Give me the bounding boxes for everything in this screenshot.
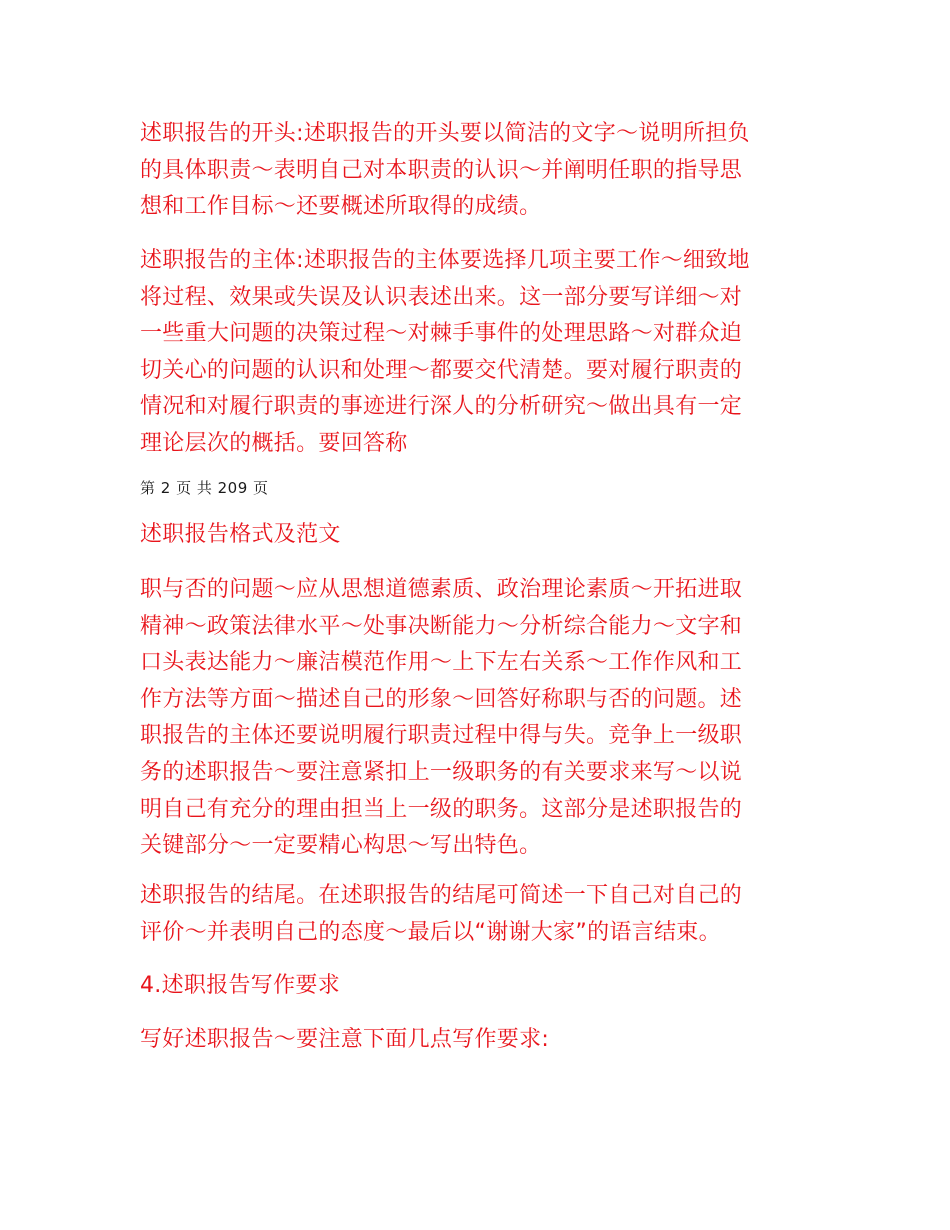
paragraph-opening: 述职报告的开头:述职报告的开头要以简洁的文字～说明所担负 的具体职责～表明自己对本职责的认识～并阐明任职的指导思 想和工作目标～还要概述所取得的成绩。 xyxy=(140,121,750,220)
paragraph-body: 述职报告的主体:述职报告的主体要选择几项主要工作～细致地 将过程、效果或失误及认识表述出来。这一部分要写详细～对 一些重大问题的决策过程～对棘手事件的处理思路～对群众迫 切关心的问题的认识和处理～都要交代清楚。要对履行职责的 情况和对履行职责的事迹进行深人的分析研究～做出具有一定 理论层次的概括。要回答称 xyxy=(140,248,750,456)
paragraph-body-continued: 职与否的问题～应从思想道德素质、政治理论素质～开拓进取 精神～政策法律水平～处事决断能力～分析综合能力～文字和 口头表达能力～廉洁模范作用～上下左右关系～工作作风和工 作方法等方面～描述自己的形象～回答好称职与否的问题。述 职报告的主体还要说明履行职责过程中得与失。竞争上一级职 务的述职报告～要注意紧扣上一级职务的有关要求来写～以说 明自己有充分的理由担当上一级的职务。这部分是述职报告的 关键部分～一定要精心构思～写出特色。 xyxy=(140,577,743,859)
section-heading-requirements: 4.述职报告写作要求 xyxy=(140,973,340,998)
running-header-title: 述职报告格式及范文 xyxy=(140,522,341,547)
paragraph-requirements-intro: 写好述职报告～要注意下面几点写作要求: xyxy=(140,1027,550,1052)
page-footer: 第 2 页 共 209 页 xyxy=(140,479,269,497)
paragraph-ending: 述职报告的结尾。在述职报告的结尾可简述一下自己对自己的 评价～并表明自己的态度～最后以“谢谢大家”的语言结束。 xyxy=(140,883,743,945)
